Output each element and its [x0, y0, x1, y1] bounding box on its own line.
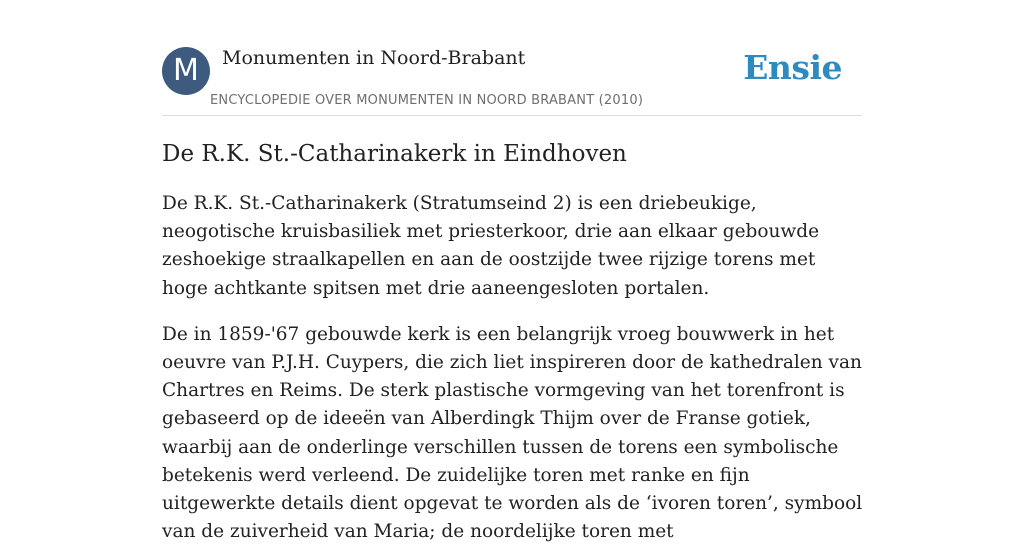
article [162, 138, 864, 546]
avatar[interactable]: M [162, 47, 210, 95]
site-title[interactable]: Monumenten in Noord-Brabant [222, 47, 526, 69]
article-paragraph-2: De in 1859-'67 gebouwde kerk is een belangrijk vroeg bouwwerk in het oeuvre van P.J.H. Cuypers, die zich liet inspireren door de kathedralen van Chartres en Reims. De sterk plastische vormgeving van het torenfront is gebaseerd op de ideeën van Alberdingk Thijm over de Franse gotiek, waarbij aan de onderlinge verschillen tussen de torens een symbolische betekenis werd verleend. De zuidelijke toren met ranke en fijn uitgewerkte details dient opgevat te worden als de ‘ivoren toren’, symbool van de zuiverheid van Maria; de noordelijke toren met [162, 323, 863, 543]
article-paragraph-1: De R.K. St.-Catharinakerk (Stratumseind 2) is een driebeukige, neogotische kruisbasiliek met priesterkoor, drie aan elkaar gebouwde zeshoekige straalkapellen en aan de oostzijde twee rijzige torens met hoge achtkante spitsen met drie aaneengesloten portalen. [162, 193, 820, 299]
site-subtitle: ENCYCLOPEDIE OVER MONUMENTEN IN NOORD BRABANT (2010) [210, 93, 644, 108]
article-title: De R.K. St.-Catharinakerk in Eindhoven [162, 141, 627, 167]
header-divider [162, 115, 862, 116]
site-header [162, 46, 862, 116]
ensie-logo[interactable]: Ensie [743, 48, 842, 87]
